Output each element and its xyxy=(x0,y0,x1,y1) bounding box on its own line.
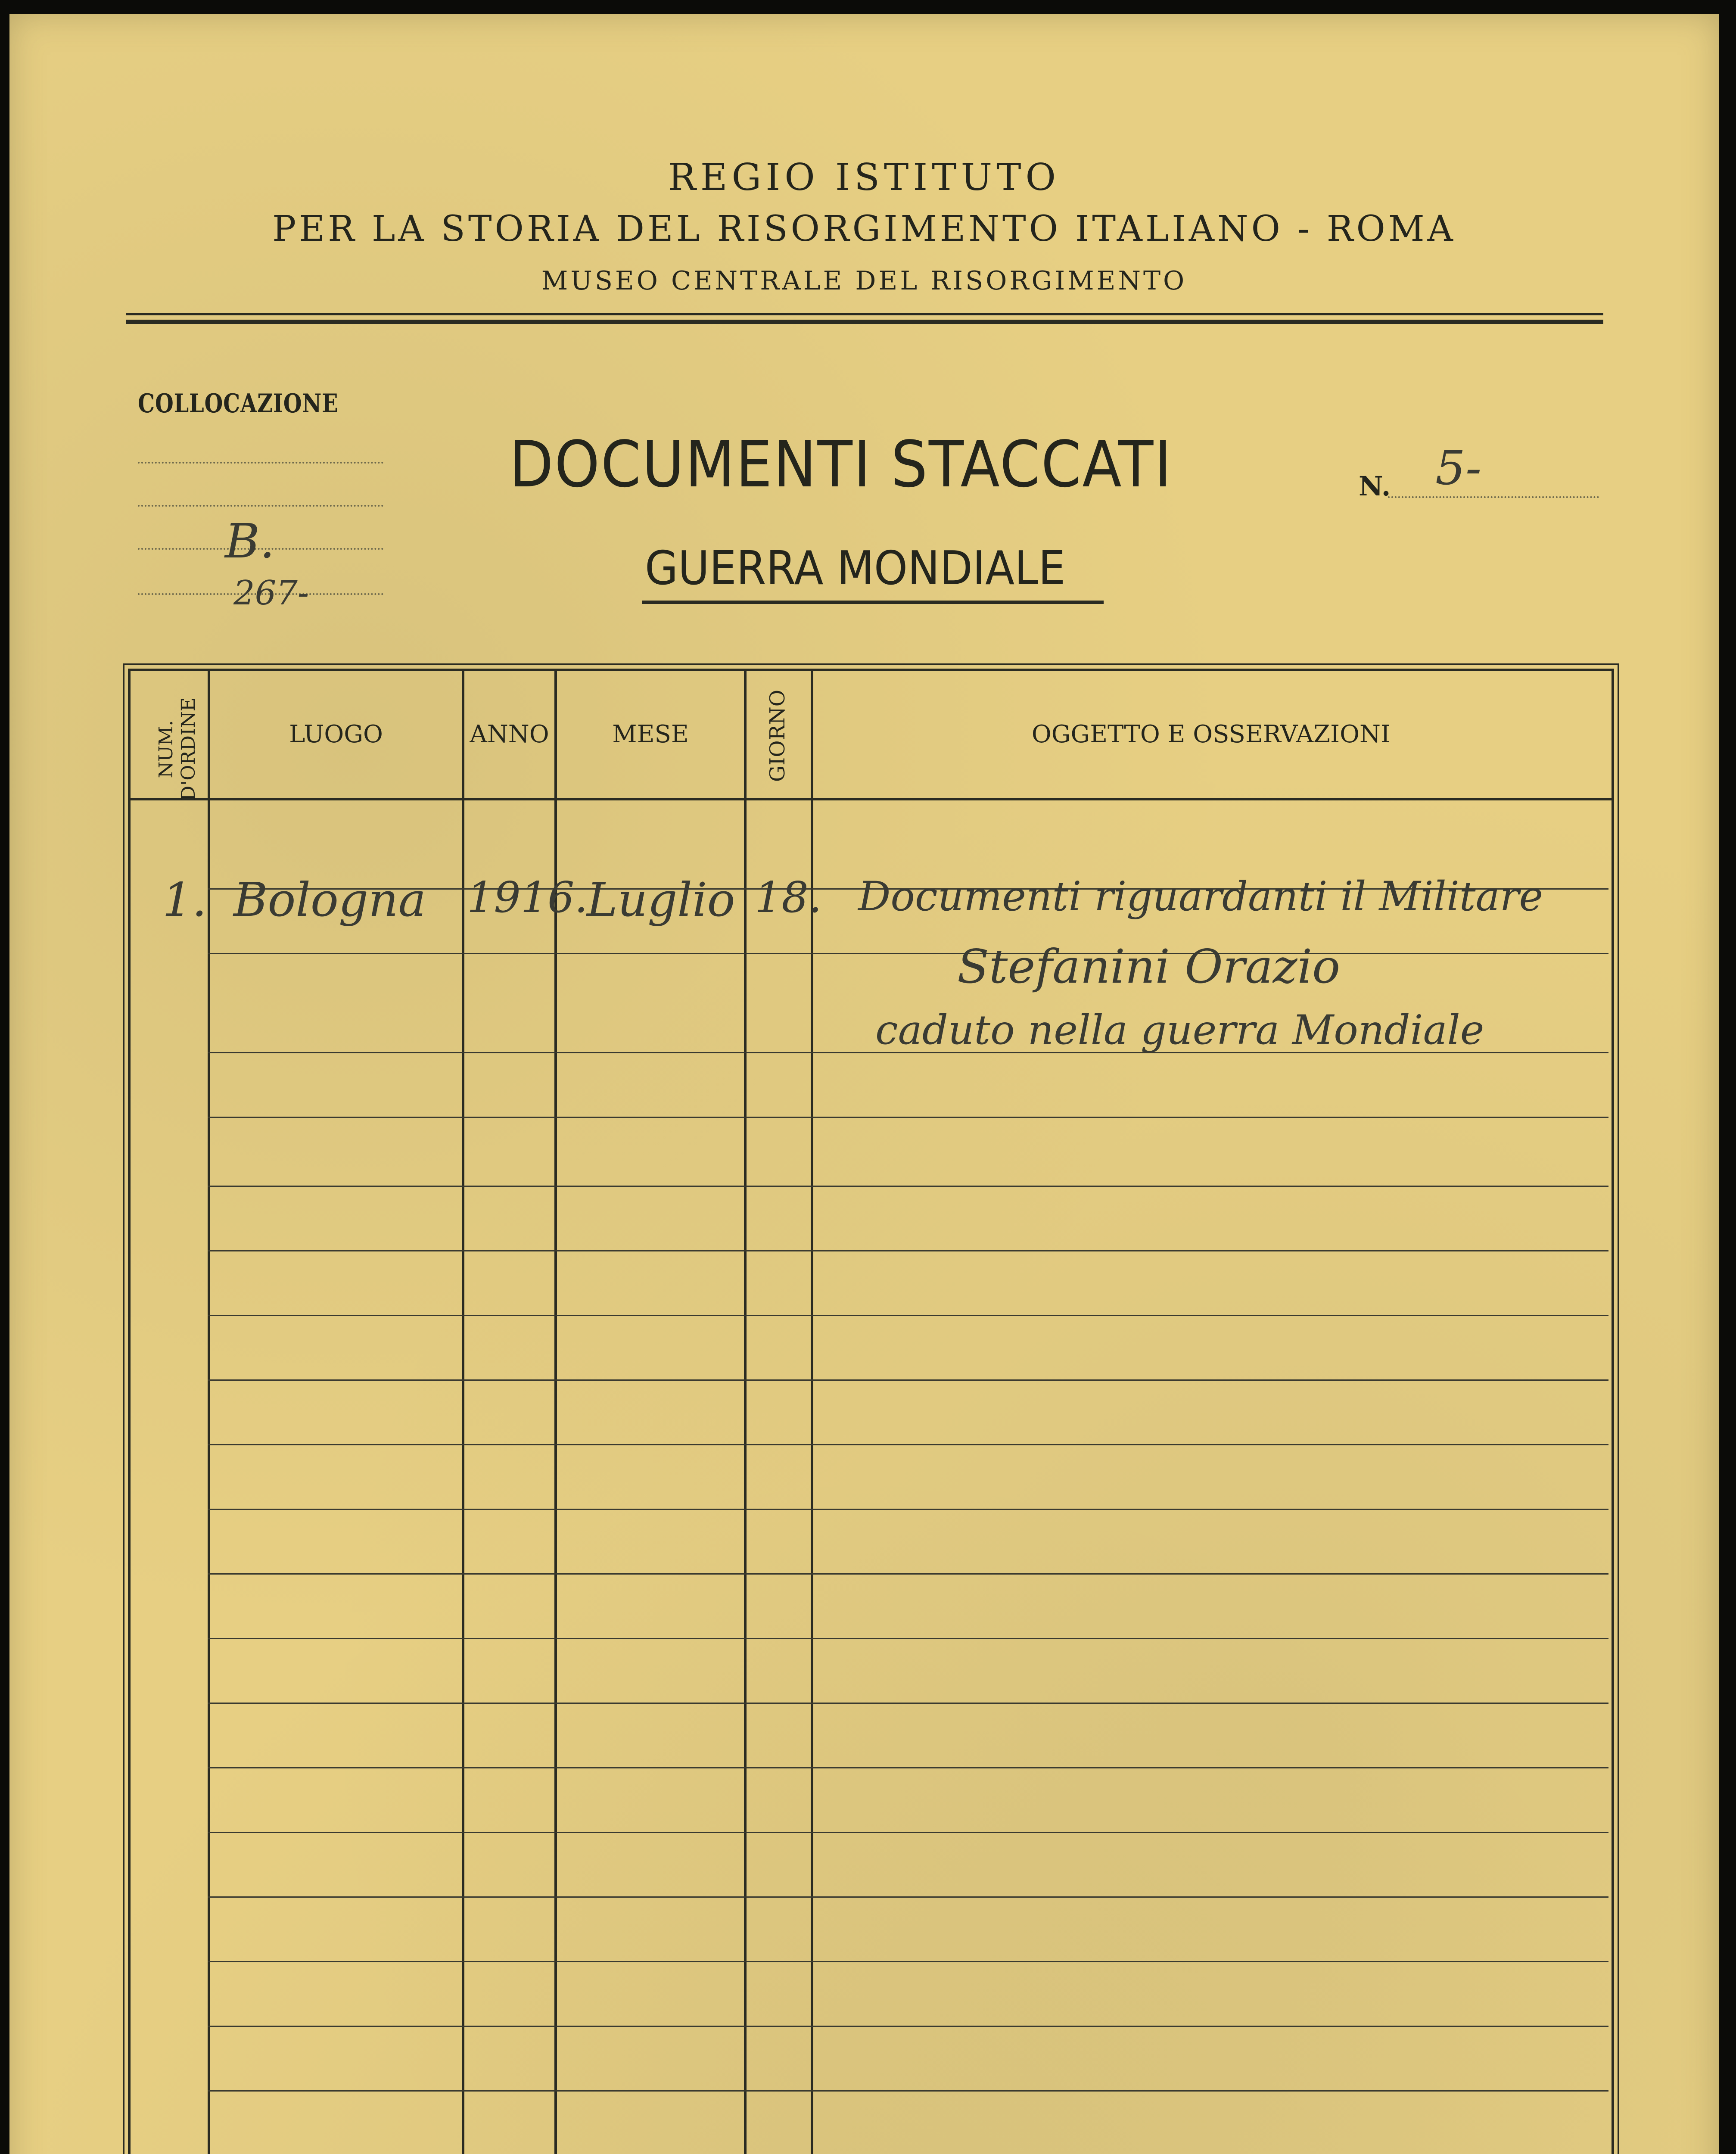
document-sheet xyxy=(9,14,1719,2154)
number-dotline xyxy=(1388,496,1599,498)
institute-subtitle: PER LA STORIA DEL RISORGIMENTO ITALIANO - ROMA xyxy=(272,209,1456,249)
row-rule xyxy=(208,1444,1608,1445)
row-rule xyxy=(208,1315,1608,1316)
collocazione-value-2: 267- xyxy=(233,574,309,613)
row-rule xyxy=(208,953,1608,954)
column-divider-mese xyxy=(744,671,747,2154)
number-value: 5- xyxy=(1435,440,1482,495)
column-divider-num xyxy=(208,671,210,2154)
row-rule xyxy=(208,1638,1608,1639)
header-luogo: LUOGO xyxy=(289,720,383,748)
column-divider-luogo xyxy=(462,671,464,2154)
entry-mese: Luglio xyxy=(587,873,735,927)
header-anno: ANNO xyxy=(470,720,549,748)
document-subtitle: GUERRA MONDIALE xyxy=(645,542,1066,595)
row-rule xyxy=(208,1703,1608,1704)
row-rule xyxy=(208,2026,1608,2027)
entry-oggetto-line2: Stefanini Orazio xyxy=(957,940,1341,994)
row-rule xyxy=(208,1250,1608,1251)
header-oggetto: OGGETTO E OSSERVAZIONI xyxy=(1031,720,1391,748)
header-num-dordine: NUM. D'ORDINE xyxy=(155,697,199,801)
row-rule xyxy=(208,1379,1608,1381)
entry-giorno: 18. xyxy=(755,873,822,922)
entry-num: 1. xyxy=(162,873,207,927)
collocazione-dotline-1 xyxy=(138,462,383,464)
row-rule xyxy=(208,1896,1608,1898)
entry-oggetto-line3: caduto nella guerra Mondiale xyxy=(875,1007,1484,1054)
entry-oggetto-line1: Documenti riguardanti il Militare xyxy=(858,873,1543,920)
row-rule xyxy=(208,1961,1608,1962)
header-mese: MESE xyxy=(612,720,689,748)
institute-name: REGIO ISTITUTO xyxy=(668,156,1060,199)
document-title: DOCUMENTI STACCATI xyxy=(509,427,1173,501)
header-row-rule xyxy=(128,798,1612,800)
collocazione-value-1: B. xyxy=(225,514,275,569)
museum-name: MUSEO CENTRALE DEL RISORGIMENTO xyxy=(541,266,1187,296)
header-rule-top xyxy=(126,313,1603,315)
subtitle-underline xyxy=(642,601,1104,604)
header-giorno: GIORNO xyxy=(765,689,790,782)
row-rule xyxy=(208,1186,1608,1187)
collocazione-label: COLLOCAZIONE xyxy=(138,389,339,419)
header-rule-bottom xyxy=(126,320,1603,324)
entry-luogo: Bologna xyxy=(233,873,426,927)
entry-anno: 1916. xyxy=(467,873,588,922)
row-rule xyxy=(208,1832,1608,1833)
collocazione-dotline-2 xyxy=(138,505,383,507)
number-label: N. xyxy=(1359,470,1391,502)
row-rule xyxy=(208,2090,1608,2092)
row-rule xyxy=(208,1767,1608,1768)
row-rule xyxy=(208,1509,1608,1510)
row-rule xyxy=(208,1573,1608,1575)
row-rule xyxy=(208,1117,1608,1118)
